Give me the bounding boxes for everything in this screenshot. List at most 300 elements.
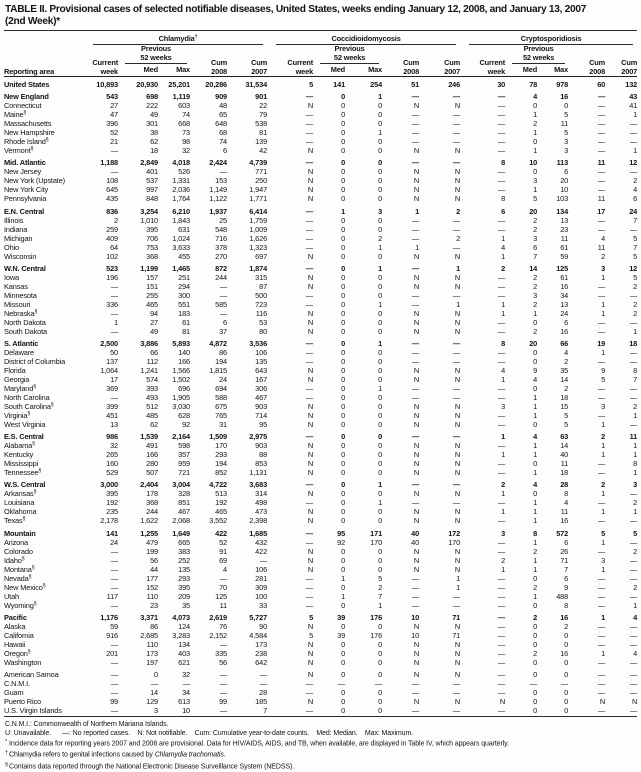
value-cell: — [452,705,461,715]
value-cell: 631 [178,224,190,234]
value-cell: 1 [415,242,420,252]
table-row [4,601,637,610]
value-cell: N [307,281,314,291]
value-cell: N [454,317,461,327]
value-cell: 254 [345,77,382,90]
value-cell: N [413,639,420,649]
value-cell: — [629,128,638,138]
value-cell: 0 [378,251,383,261]
value-cell: 171 [370,528,383,538]
value-cell: N [413,272,420,282]
value-cell: 20 [560,176,569,186]
value-cell: 5 [267,77,313,90]
value-cell: N [413,669,420,679]
value-cell: 90 [259,621,268,631]
value-cell: — [497,167,506,177]
value-cell: 9 [601,365,606,375]
value-cell: 23 [150,600,158,610]
value-cell: 61 [560,272,569,282]
value-cell: 251 [178,272,190,282]
value-cell: 538 [255,119,268,129]
column-header-max: Max [368,65,383,74]
table-row [4,252,637,261]
value-cell: 0 [378,185,383,195]
value-cell: 409 [106,233,118,243]
value-cell: — [110,600,118,610]
value-cell: 0 [341,110,346,120]
value-cell: 24 [560,308,569,318]
value-cell: 3,536 [249,338,268,348]
value-cell: N [307,167,314,177]
value-cell: 2,164 [172,432,190,442]
value-cell: 73 [182,128,190,138]
value-cell: 270 [215,251,227,261]
area-cell: W.S. Central [4,480,46,490]
value-cell: 2,424 [209,158,227,168]
value-cell: 853 [255,459,268,469]
value-cell: 2 [533,612,538,622]
table-row [4,411,637,420]
value-cell: 6 [223,317,227,327]
value-cell: 6 [633,194,638,204]
value-cell: 252 [178,555,190,565]
value-cell: — [305,128,314,138]
value-cell: — [497,224,506,234]
value-cell: 0 [341,419,346,429]
value-cell: 132 [605,77,637,90]
value-cell: 14 [560,374,569,384]
value-cell: 4 [633,185,638,195]
value-cell: 1 [601,347,606,357]
area-cell: Connecticut [4,101,42,111]
value-cell: 513 [215,489,227,499]
value-cell: 102 [106,251,118,261]
value-cell: 2 [633,308,638,318]
value-cell: 0 [533,419,538,429]
value-cell: 2,178 [100,516,118,526]
value-cell: 8 [501,338,506,348]
value-cell: 836 [106,206,118,216]
value-cell: — [497,441,506,451]
value-cell: — [305,299,314,309]
value-cell: — [452,383,461,393]
value-cell: N [454,146,461,156]
value-cell: — [497,639,506,649]
value-cell: — [597,630,606,640]
value-cell: 2 [456,206,461,216]
value-cell: N [454,441,461,451]
table-row [4,110,637,119]
value-cell: — [110,167,118,177]
value-cell: 293 [178,573,190,583]
value-cell: 1,199 [140,263,158,273]
value-cell: 34 [182,687,190,697]
value-cell: 62 [150,137,158,147]
value-cell: 959 [178,459,190,469]
value-cell: 0 [533,630,538,640]
value-cell: 18 [560,392,569,402]
value-cell: 2 [633,176,638,186]
value-cell: — [219,290,227,300]
value-cell: 1,566 [172,365,190,375]
table-row [4,459,637,468]
value-cell: 24 [219,374,227,384]
value-cell: 1,874 [249,263,268,273]
value-cell: N [413,450,420,460]
table-row [4,261,637,273]
value-cell: — [529,678,538,688]
value-cell: 157 [146,272,158,282]
value-cell: — [629,555,638,565]
value-cell: 422 [215,528,227,538]
value-cell: — [452,591,461,601]
value-cell: N [454,648,461,658]
value-cell: 16 [560,648,569,658]
value-cell: — [219,308,227,318]
value-cell: — [497,657,506,667]
value-cell: N [307,468,314,478]
table-row [4,366,637,375]
value-cell: 50 [110,347,118,357]
value-cell: 588 [215,392,227,402]
value-cell: 0 [341,489,346,499]
value-cell: — [219,705,227,715]
value-cell: N [454,546,461,556]
value-cell: — [497,119,506,129]
table-row [4,146,637,155]
value-cell: 0 [564,657,569,667]
value-cell: 7 [564,564,569,574]
value-cell: 183 [178,308,190,318]
value-cell: — [411,591,420,601]
value-cell: 8 [564,489,569,499]
value-cell: 5,727 [249,612,268,622]
area-cell: Texas§ [4,516,26,526]
table-row [4,336,637,348]
value-cell: N [413,308,420,318]
value-cell: 0 [378,564,383,574]
value-cell: 378 [215,242,227,252]
value-cell: 0 [341,194,346,204]
value-cell: 1 [633,441,638,451]
value-cell: — [305,290,314,300]
value-cell: — [452,432,461,442]
column-header-current-week: Current week [92,58,118,76]
value-cell: N [454,308,461,318]
value-cell: N [307,507,314,517]
value-cell: — [411,582,420,592]
value-cell: N [454,489,461,499]
value-cell: 0 [564,630,569,640]
value-cell: 2 [601,480,606,490]
value-cell: 1 [533,185,538,195]
value-cell: 2 [533,326,538,336]
value-cell: 0 [341,224,346,234]
value-cell: 0 [378,657,383,667]
value-cell: — [452,92,461,102]
value-cell: — [597,326,606,336]
value-cell: N [413,489,420,499]
value-cell: 53 [259,317,268,327]
value-cell: — [497,648,506,658]
value-cell: 3,552 [209,516,227,526]
table-row [4,300,637,309]
value-cell: — [452,137,461,147]
table-row [4,309,637,318]
value-cell: 3 [564,137,569,147]
value-cell: 1,149 [209,185,227,195]
table-row [4,203,637,215]
value-cell: 39 [337,612,346,622]
section-marker: § [5,761,8,768]
value-cell: 14 [529,263,538,273]
value-cell: N [413,374,420,384]
value-cell: 5 [533,194,538,204]
value-cell: 8 [533,528,538,538]
value-cell: N [307,401,314,411]
table-row [4,556,637,565]
value-cell: — [305,224,314,234]
value-cell: 153 [215,176,227,186]
value-cell: N [307,516,314,526]
value-cell: 0 [533,669,538,679]
value-cell: 1 [501,299,506,309]
value-cell: 4 [501,242,506,252]
value-cell: 94 [150,308,158,318]
value-cell: N [413,194,420,204]
value-cell: — [411,299,420,309]
value-cell: — [411,110,420,120]
value-cell: 0 [341,480,346,490]
value-cell: 151 [146,281,158,291]
value-cell: — [305,687,314,697]
value-cell: 11 [560,507,569,517]
value-cell: 628 [178,410,190,420]
value-cell: 585 [215,299,227,309]
value-cell: 572 [556,528,569,538]
value-cell: — [219,687,227,697]
value-cell: 301 [146,119,158,129]
value-cell: 368 [146,498,158,508]
value-cell: 548 [215,224,227,234]
column-header-previous-52-weeks: Previous 52 weeks [313,45,382,64]
value-cell: 22 [259,101,268,111]
table-row [4,547,637,556]
value-cell: — [629,392,638,402]
value-cell: 0 [341,137,346,147]
value-cell: 1,323 [249,242,268,252]
value-cell: — [411,224,420,234]
value-cell: — [497,317,506,327]
value-cell: — [305,338,314,348]
value-cell: 0 [378,365,383,375]
table-row [4,216,637,225]
value-cell: 613 [178,696,190,706]
value-cell: — [497,516,506,526]
value-cell: 173 [146,648,158,658]
value-cell: 0 [341,648,346,658]
value-cell: 0 [378,374,383,384]
value-cell: 621 [178,657,190,667]
value-cell: 24 [110,537,118,547]
value-cell: 6,210 [172,206,190,216]
value-cell: 0 [378,432,383,442]
value-cell: 0 [341,242,346,252]
column-header-max: Max [554,65,569,74]
value-cell: 0 [341,459,346,469]
value-cell: — [597,119,606,129]
value-cell: 86 [150,621,158,631]
value-cell: 62 [150,419,158,429]
area-cell: Guam [4,687,24,697]
value-cell: 716 [215,233,227,243]
value-cell: 1 [378,338,383,348]
value-cell: 81 [259,128,268,138]
value-cell: 69 [219,555,227,565]
value-cell: 11 [597,242,606,252]
value-cell: 1 [633,410,638,420]
value-cell: — [110,639,118,649]
table-row [4,167,637,176]
area-cell: Alabama§ [4,441,36,451]
table-row [4,688,637,697]
value-cell: N [413,657,420,667]
value-cell: — [497,215,506,225]
value-cell: — [305,92,314,102]
value-cell: 901 [255,92,268,102]
value-cell: 1,241 [140,365,158,375]
value-cell: 98 [182,137,190,147]
value-cell: 0 [341,158,346,168]
value-cell: 170 [448,537,461,547]
value-cell: 194 [215,459,227,469]
value-cell: 3,371 [140,612,158,622]
species-name: Chlamydia trachomatis [154,751,224,759]
value-cell: 1,509 [209,432,227,442]
value-cell: 103 [556,194,569,204]
value-cell: N [413,441,420,451]
value-cell: — [411,600,420,610]
value-cell: — [110,582,118,592]
value-cell: 18 [560,468,569,478]
value-cell: 0 [533,489,538,499]
value-cell: — [597,498,606,508]
value-cell: — [497,600,506,610]
value-cell: 0 [564,696,569,706]
value-cell: 1 [533,308,538,318]
value-cell: 4 [501,365,506,375]
table-row [4,525,637,537]
value-cell: 2 [533,582,538,592]
value-cell: — [411,128,420,138]
value-cell: 1 [533,441,538,451]
value-cell: — [629,657,638,667]
value-cell: 21 [110,137,118,147]
value-cell: 0 [378,621,383,631]
value-cell: 196 [106,272,118,282]
value-cell: 0 [378,489,383,499]
value-cell: — [259,555,268,565]
value-cell: 18 [629,338,638,348]
value-cell: 1 [633,146,638,156]
value-cell: 15 [560,401,569,411]
value-cell: 723 [255,299,268,309]
column-header-cum-2008: Cum 2008 [211,58,227,76]
value-cell: 2 [564,621,569,631]
value-cell: 1,815 [209,365,227,375]
value-cell: — [497,678,506,688]
value-cell: — [259,678,268,688]
value-cell: — [597,678,606,688]
value-cell: 0 [564,669,569,679]
value-cell: — [411,263,420,273]
value-cell: 1 [341,206,346,216]
value-cell: 78 [505,77,537,90]
value-cell: — [411,392,420,402]
value-cell: N [413,185,420,195]
value-cell: N [413,317,420,327]
value-cell: 1,119 [172,92,190,102]
table-row [4,348,637,357]
area-cell: Washington [4,657,42,667]
value-cell: 1,685 [249,528,268,538]
value-cell: N [307,489,314,499]
value-cell: 25 [219,215,227,225]
value-cell: 1 [501,374,506,384]
value-cell: N [307,555,314,565]
value-cell: — [497,459,506,469]
value-cell: 74 [182,110,190,120]
value-cell: — [110,687,118,697]
value-cell: — [497,582,506,592]
value-cell: 0 [341,365,346,375]
value-cell: 493 [146,392,158,402]
value-cell: 0 [378,146,383,156]
value-cell: — [305,356,314,366]
value-cell: N [413,516,420,526]
value-cell: 61 [182,317,190,327]
value-cell: N [307,374,314,384]
value-cell: 6 [533,242,538,252]
value-cell: 0 [378,441,383,451]
value-cell: 110 [146,591,158,601]
value-cell: — [110,281,118,291]
table-row [4,327,637,336]
value-cell: — [497,281,506,291]
table-row [4,565,637,574]
value-cell: — [305,119,314,129]
value-cell: — [597,281,606,291]
value-cell: — [629,516,638,526]
value-cell: 197 [146,657,158,667]
value-cell: — [452,600,461,610]
value-cell: 1 [501,233,506,243]
value-cell: — [629,290,638,300]
value-cell: 529 [106,468,118,478]
value-cell: — [497,669,506,679]
value-cell: 11 [219,600,227,610]
value-cell: 0 [378,392,383,402]
value-cell: — [219,639,227,649]
value-cell: — [411,137,420,147]
value-cell: 28 [259,687,268,697]
value-cell: 0 [341,281,346,291]
value-cell: 166 [178,356,190,366]
value-cell: 0 [341,326,346,336]
table-row [4,357,637,366]
value-cell: 2 [114,215,118,225]
table-row [4,137,637,146]
